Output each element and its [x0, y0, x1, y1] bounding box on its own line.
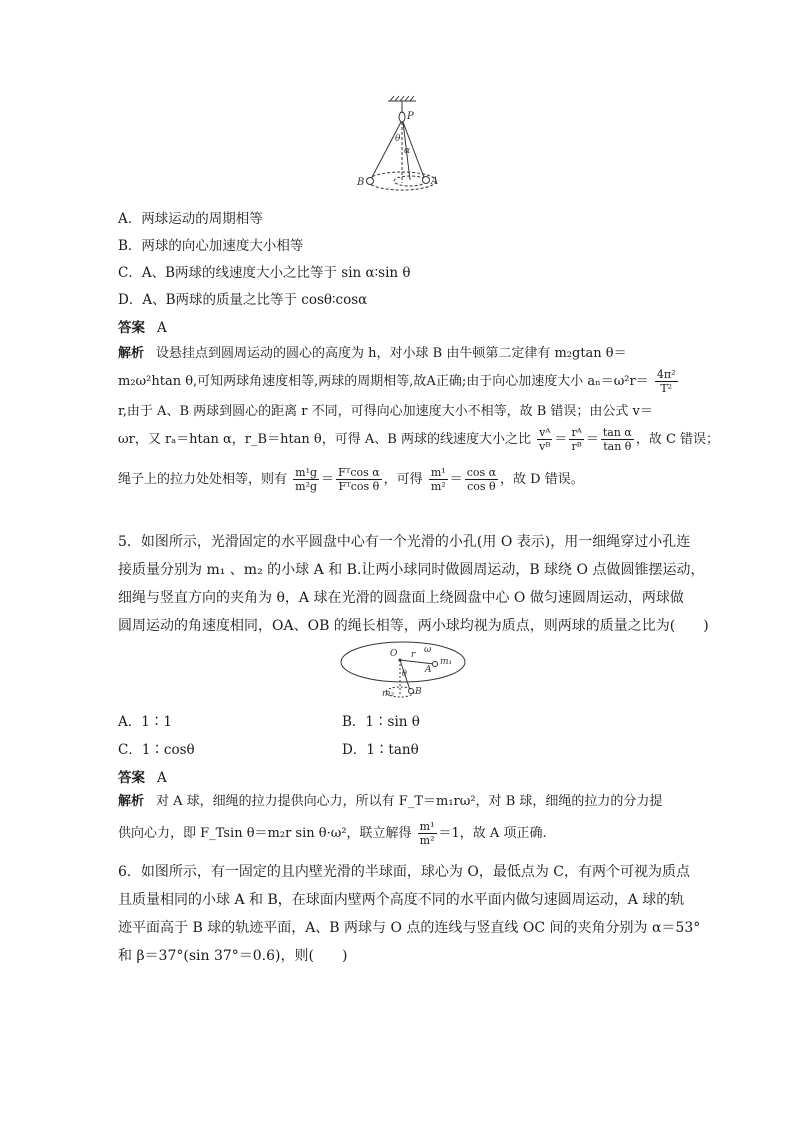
label-theta: θ [402, 669, 407, 678]
label-o: O [390, 649, 398, 659]
q4-option-d: D．A、B两球的质量之比等于 cosθ∶cosα [118, 292, 368, 308]
q5-option-d: D．1∶tanθ [342, 742, 419, 758]
string-b [370, 122, 401, 181]
pivot-knot [399, 112, 405, 122]
q6-stem: 6．如图所示，有一固定的且内壁光滑的半球面，球心为 O，最低点为 C，有两个可视为质点 且质量相同的小球 A 和 B，在球面内壁两个高度不同的水平面内做匀速圆周运动，A 球的轨 迹平面高于 B 球的轨迹平面，A、B 两球与 O 点的连线与竖直线 OC 间的夹角分别为 α＝53° 和 β＝37°(sin 37°＝0.6)，则( ) [118, 864, 701, 964]
ceiling-hatch [388, 96, 416, 101]
frac-cos: $\frac{\text{cos α}}{\text{cos θ}}$ [466, 466, 497, 493]
ball-b [367, 178, 374, 185]
label-theta: θ [395, 134, 401, 144]
q5-analysis-line-1: 解析 对 A 球，细绳的拉力提供向心力，所以有 F_T＝m₁rω²，对 B 球，细绳的拉力的分力提 [118, 794, 663, 809]
q5-option-b: B．1∶sin θ [342, 714, 420, 730]
label-alpha: α [404, 146, 411, 156]
q4-analysis [118, 340, 720, 502]
frac-tan: $\frac{\text{tan α}}{\text{tan θ}}$ [602, 426, 632, 453]
string-oa [400, 660, 434, 664]
frac-r: $\frac{\text{rᴬ}}{\text{rᴮ}}$ [571, 426, 582, 453]
label-b: B [357, 177, 365, 188]
analysis-line-3: r,由于 A、B 两球到圆心的距离 r 不同，可得向心加速度大小不相等，故 B 错误；由公式 v＝ [118, 404, 653, 419]
label-b: B [415, 687, 422, 697]
frac-4pi2: $\frac{\text{4π²}}{\text{T²}}$ [656, 368, 676, 395]
frac-ft: $\frac{\text{Fᵀcos α}}{\text{Fᵀcos θ}}$ [338, 466, 380, 493]
label-omega: ω [424, 645, 432, 655]
frac-v: $\frac{\text{vᴬ}}{\text{vᴮ}}$ [539, 426, 551, 453]
analysis-line-4: ωr，又 rₐ＝htan α，r_B＝htan θ，可得 A、B 两球的线速度大小之比 $\frac{\text{vᴬ}}{\text{vᴮ}}$ ＝ $\frac{\text{rᴬ}}{\text{rᴮ}}$ ＝ $\frac{\text{tan α}}{\text{tan θ}}$ ，故 C 错误； [118, 426, 720, 453]
analysis-line-2: m₂ω²htan θ,可知两球角速度相等,两球的周期相等,故A正确;由于向心加速度大小 aₙ＝ω²r＝ $\frac{\text{4π²}}{\text{T²}}$ [118, 368, 676, 395]
q4-answer: 答案 A [118, 320, 167, 336]
frac-m1-m2: $\frac{\text{m¹}}{\text{m²}}$ [419, 820, 435, 847]
label-a: A [431, 176, 439, 187]
label-a: A [425, 665, 432, 675]
q5-analysis-line-2: 供向心力，即 F_Tsin θ＝m₂r sin θ·ω²，联立解得 $\frac{\text{m¹}}{\text{m²}}$ ＝1，故 A 项正确. [118, 820, 547, 847]
label-r: r [411, 650, 416, 660]
ball-a [433, 662, 438, 667]
pendulum-figure [340, 95, 470, 195]
q5-stem: 5．如图所示，光滑固定的水平圆盘中心有一个光滑的小孔(用 O 表示)，用一细绳穿过小孔连 接质量分别为 m₁ 、m₂ 的小球 A 和 B.让两小球同时做圆周运动，B 球绕 O 点做圆锥摆运动， 细绳与竖直方向的夹角为 θ，A 球在光滑的圆盘面上绕圆盘中心 O 做匀速圆周运动，两球做 圆周运动的角速度相同，OA、OB 的绳长相等，两小球均视为质点，则两球的质量之比为( ) [118, 534, 709, 634]
q4-option-a: A．两球运动的周期相等 [118, 211, 263, 227]
frac-mg: $\frac{\text{m¹g}}{\text{m²g}}$ [295, 466, 318, 493]
q5-option-c: C．1∶cosθ [118, 742, 195, 758]
ball-a [423, 177, 430, 184]
ball-b [409, 689, 414, 694]
q5-answer: 答案 A [118, 770, 167, 786]
q5-option-a: A．1∶1 [118, 714, 172, 730]
frac-m: $\frac{\text{m¹}}{\text{m²}}$ [430, 466, 446, 493]
analysis-line-1: 解析 设悬挂点到圆周运动的圆心的高度为 h，对小球 B 由牛顿第二定律有 m₂gtan θ＝ [118, 346, 627, 361]
q4-option-b: B．两球的向心加速度大小相等 [118, 238, 304, 254]
label-m1: m₁ [440, 657, 453, 667]
analysis-line-5: 绳子上的拉力处处相等，则有 $\frac{\text{m¹g}}{\text{m²g}}$ ＝ $\frac{\text{Fᵀcos α}}{\text{Fᵀcos θ}}$ ，可得 $\frac{\text{m¹}}{\text{m²}}$ ＝ $\frac{\text{cos α}}{\text{cos θ}}$ ，故 D 错误。 [118, 466, 584, 493]
label-p: P [407, 111, 414, 122]
q4-option-c: C．A、B两球的线速度大小之比等于 sin α∶sin θ [118, 265, 411, 281]
label-m2: m₂ [382, 689, 395, 699]
q5-analysis [118, 788, 678, 852]
disk-figure [338, 640, 468, 704]
